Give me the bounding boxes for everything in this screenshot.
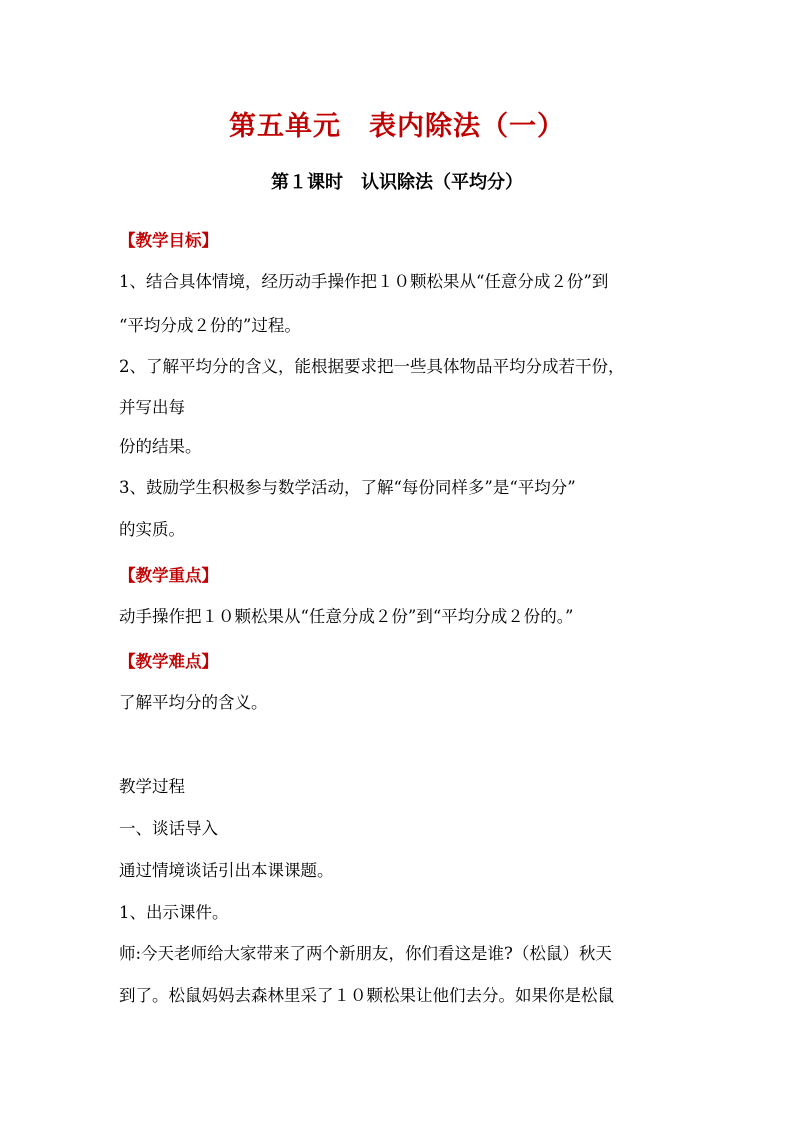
- key-points-text: 动手操作把１０颗松果从“任意分成２份”到“平均分成２份的。”: [119, 607, 574, 626]
- objective-2-line-3: 份的结果。: [119, 437, 202, 456]
- part-one-heading: 一、谈话导入: [119, 819, 218, 838]
- objective-3-line-1: 3、鼓励学生积极参与数学活动，了解“每份同样多”是“平均分”: [119, 478, 576, 497]
- objective-1-line-2: “平均分成２份的”过程。: [119, 316, 301, 335]
- difficulties-heading: 【教学难点】: [119, 652, 218, 671]
- key-points-heading: 【教学重点】: [119, 566, 218, 585]
- process-heading: 教学过程: [119, 777, 185, 796]
- teacher-line-1: 师:今天老师给大家带来了两个新朋友，你们看这是谁?（松鼠）秋天: [119, 944, 612, 963]
- document-title: 第五单元 表内除法（一）: [229, 111, 565, 142]
- difficulties-text: 了解平均分的含义。: [119, 693, 268, 712]
- step-1: 1、出示课件。: [119, 903, 229, 922]
- lesson-subtitle: 第１课时 认识除法（平均分）: [271, 172, 523, 193]
- objectives-heading: 【教学目标】: [119, 231, 218, 250]
- objective-1-line-1: 1、结合具体情境，经历动手操作把１０颗松果从“任意分成２份”到: [119, 272, 609, 291]
- teacher-line-2: 到了。松鼠妈妈去森林里采了１０颗松果让他们去分。如果你是松鼠: [119, 986, 614, 1005]
- objective-2-line-1: 2、了解平均分的含义，能根据要求把一些具体物品平均分成若干份，: [119, 357, 625, 376]
- objective-3-line-2: 的实质。: [119, 520, 185, 539]
- objective-2-line-2: 并写出每: [119, 398, 185, 417]
- part-one-intro: 通过情境谈话引出本课课题。: [119, 861, 334, 880]
